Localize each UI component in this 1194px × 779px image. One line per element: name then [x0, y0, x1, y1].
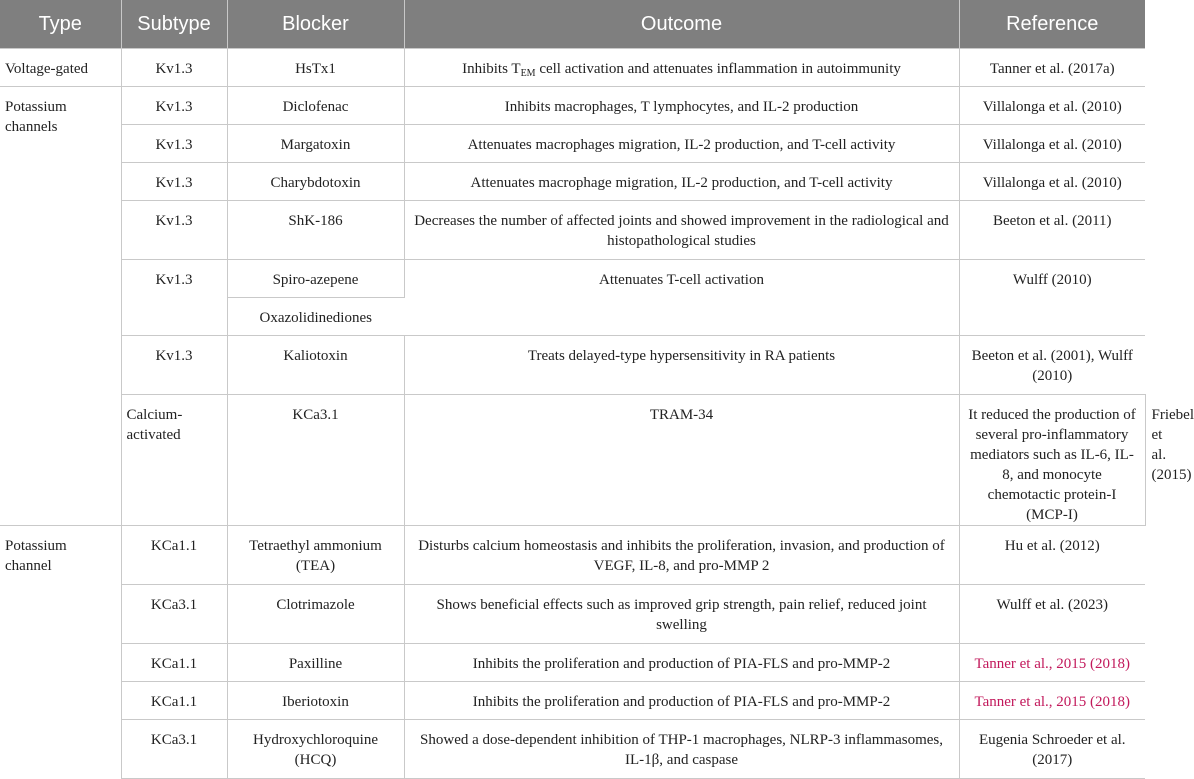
outcome-cell: Shows beneficial effects such as improved grip strength, pain relief, reduced joint swelling: [404, 585, 959, 644]
reference-cell: Beeton et al. (2011): [959, 201, 1145, 260]
outcome-cell: Inhibits macrophages, T lymphocytes, and IL-2 production: [404, 87, 959, 125]
blocker-cell: Margatoxin: [227, 125, 404, 163]
table-row: [0, 260, 1145, 298]
blocker-cell: Spiro-azepene: [227, 260, 404, 298]
table-row: [0, 526, 1145, 585]
table-row: [0, 682, 1145, 720]
blocker-cell: Paxilline: [227, 644, 404, 682]
column-header-subtype: Subtype: [121, 0, 227, 49]
table-row: [0, 644, 1145, 682]
reference-cell: Tanner et al. (2017a): [959, 49, 1145, 87]
reference-cell: Beeton et al. (2001), Wulff (2010): [959, 336, 1145, 395]
blocker-cell: TRAM-34: [404, 395, 959, 526]
blocker-cell: Diclofenac: [227, 87, 404, 125]
subtype-cell: Kv1.3: [121, 260, 227, 336]
table-row: [0, 87, 1145, 125]
outcome-text: Inhibits T: [462, 61, 521, 77]
subtype-cell: KCa1.1: [121, 526, 227, 585]
column-header-outcome: Outcome: [404, 0, 959, 49]
blocker-cell: Iberiotoxin: [227, 682, 404, 720]
blocker-cell: Kaliotoxin: [227, 336, 404, 395]
outcome-cell: It reduced the production of several pro-inflammatory mediators such as IL-6, IL-8, and monocyte chemotactic protein-I (MCP-I): [959, 395, 1145, 526]
blocker-cell: Tetraethyl ammonium (TEA): [227, 526, 404, 585]
column-header-reference: Reference: [959, 0, 1145, 49]
subtype-cell: KCa3.1: [121, 720, 227, 779]
table-header-row: [0, 0, 1145, 49]
table-row: [0, 201, 1145, 260]
subtype-cell: Kv1.3: [121, 49, 227, 87]
outcome-cell: Attenuates T-cell activation: [404, 260, 959, 336]
blocker-cell: Charybdotoxin: [227, 163, 404, 201]
table-row: [0, 720, 1145, 779]
blocker-cell: Hydroxychloroquine (HCQ): [227, 720, 404, 779]
reference-link[interactable]: Tanner et al., 2015 (2018): [959, 644, 1145, 682]
reference-cell: Villalonga et al. (2010): [959, 87, 1145, 125]
reference-cell: Wulff (2010): [959, 260, 1145, 336]
table-row: [0, 125, 1145, 163]
subtype-cell: KCa1.1: [121, 682, 227, 720]
reference-cell: Villalonga et al. (2010): [959, 163, 1145, 201]
outcome-cell: Showed a dose-dependent inhibition of THP-1 macrophages, NLRP-3 inflammasomes, IL-1β, and caspase: [404, 720, 959, 779]
outcome-cell: Treats delayed-type hypersensitivity in RA patients: [404, 336, 959, 395]
column-header-type: Type: [0, 0, 121, 49]
outcome-cell: Disturbs calcium homeostasis and inhibits the proliferation, invasion, and production of VEGF, IL-8, and pro-MMP 2: [404, 526, 959, 585]
subtype-cell: Kv1.3: [121, 336, 227, 395]
outcome-cell: [404, 49, 959, 87]
reference-cell: Wulff et al. (2023): [959, 585, 1145, 644]
outcome-subscript: EM: [520, 68, 536, 79]
blocker-cell: ShK-186: [227, 201, 404, 260]
type-cell: Voltage-gated: [0, 49, 121, 87]
blocker-cell: HsTx1: [227, 49, 404, 87]
table-row: Calcium-activated KCa3.1 TRAM-34 It reduced the production of several pro-inflammatory mediators such as IL-6, IL-8, and monocyte chemotactic protein-I (MCP-I) Friebel et al. (2015): [0, 395, 1145, 526]
subtype-cell: KCa1.1: [121, 644, 227, 682]
outcome-cell: Decreases the number of affected joints and showed improvement in the radiological and histopathological studies: [404, 201, 959, 260]
subtype-cell: KCa3.1: [227, 395, 404, 526]
reference-cell: Eugenia Schroeder et al. (2017): [959, 720, 1145, 779]
type-cell: Potassium channels: [0, 87, 121, 526]
outcome-cell: Attenuates macrophage migration, IL-2 production, and T-cell activity: [404, 163, 959, 201]
outcome-cell: Inhibits the proliferation and production of PIA-FLS and pro-MMP-2: [404, 644, 959, 682]
table-row: [0, 163, 1145, 201]
reference-cell: Hu et al. (2012): [959, 526, 1145, 585]
column-header-blocker: Blocker: [227, 0, 404, 49]
table-row: [0, 585, 1145, 644]
blocker-cell: Clotrimazole: [227, 585, 404, 644]
type-cell: Calcium-activated: [121, 395, 227, 526]
reference-cell: Villalonga et al. (2010): [959, 125, 1145, 163]
subtype-cell: Kv1.3: [121, 163, 227, 201]
table-row: [0, 336, 1145, 395]
subtype-cell: Kv1.3: [121, 87, 227, 125]
table-row: [0, 49, 1145, 87]
outcome-cell: Inhibits the proliferation and production of PIA-FLS and pro-MMP-2: [404, 682, 959, 720]
subtype-cell: Kv1.3: [121, 201, 227, 260]
subtype-cell: KCa3.1: [121, 585, 227, 644]
subtype-cell: Kv1.3: [121, 125, 227, 163]
reference-link[interactable]: Tanner et al., 2015 (2018): [959, 682, 1145, 720]
type-cell: Potassium channel: [0, 526, 121, 779]
outcome-text: cell activation and attenuates inflammation in autoimmunity: [535, 61, 901, 77]
blocker-cell: Oxazolidinediones: [227, 298, 404, 336]
outcome-cell: Attenuates macrophages migration, IL-2 production, and T-cell activity: [404, 125, 959, 163]
